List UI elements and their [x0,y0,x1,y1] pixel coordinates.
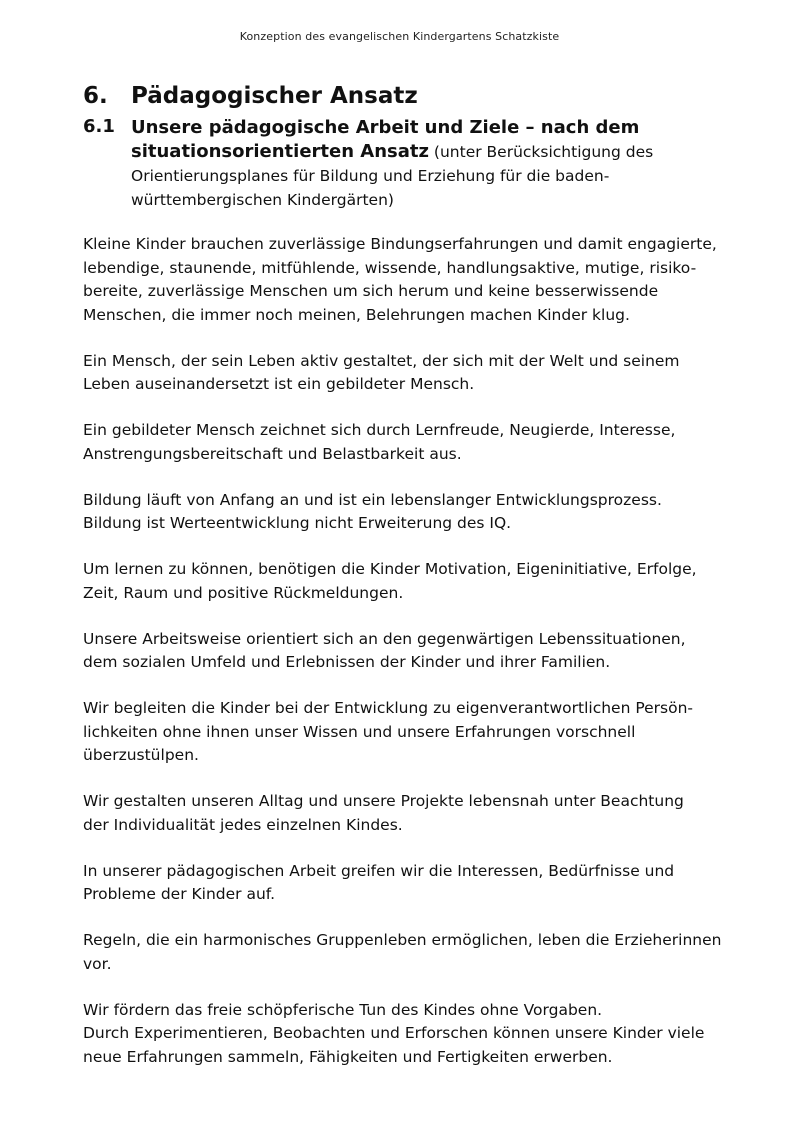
paragraph [83,860,733,907]
subsection-title-note: (unter Berücksichtigung des [429,143,654,161]
paragraph-line: Leben auseinandersetzt ist ein gebildeter Mensch. [83,375,475,393]
subsection-title-note: württembergischen Kindergärten) [131,191,394,209]
body-text [83,233,733,1092]
paragraph [83,697,733,768]
subsection-number: 6.1 [83,116,115,137]
paragraph [83,790,733,837]
paragraph [83,233,733,327]
running-header: Konzeption des evangelischen Kindergartens Schatzkiste [239,30,560,43]
paragraph-line: Menschen, die immer noch meinen, Belehrungen machen Kinder klug. [83,305,630,324]
paragraph-line: In unserer pädagogischen Arbeit greifen wir die Interessen, Bedürfnisse und [83,861,675,880]
subsection-title-line [131,140,731,164]
paragraph [83,489,733,536]
paragraph [83,558,733,605]
paragraph-line: bereite, zuverlässige Menschen um sich herum und keine besserwissende [83,282,659,300]
paragraph-line: Um lernen zu können, benötigen die Kinder Motivation, Eigeninitiative, Erfolge, [83,560,697,578]
paragraph-line: Unsere Arbeitsweise orientiert sich an den gegenwärtigen Lebenssituationen, [83,629,686,648]
paragraph-line: Bildung ist Werteentwicklung nicht Erweiterung des IQ. [83,514,512,532]
paragraph-line: Regeln, die ein harmonisches Gruppenleben ermöglichen, leben die Erzieherinnen [83,931,722,949]
paragraph [83,929,733,976]
subsection-title-bold: situationsorientierten Ansatz [131,141,429,162]
paragraph-line: Wir gestalten unseren Alltag und unsere Projekte lebensnah unter Beachtung [83,792,684,810]
subsection-title-note: Orientierungsplanes für Bildung und Erziehung für die baden- [131,167,610,185]
paragraph-line: Probleme der Kinder auf. [83,885,276,903]
paragraph-line: Zeit, Raum und positive Rückmeldungen. [83,583,404,602]
paragraph-line: neue Erfahrungen sammeln, Fähigkeiten und Fertigkeiten erwerben. [83,1047,613,1066]
paragraph-line: Wir fördern das freie schöpferische Tun des Kindes ohne Vorgaben. [83,1000,603,1019]
paragraph-line: vor. [83,954,112,973]
paragraph-line: Bildung läuft von Anfang an und ist ein lebenslanger Entwicklungsprozess. [83,490,662,509]
subsection-title [131,116,731,212]
paragraph-line: dem sozialen Umfeld und Erlebnissen der Kinder und ihrer Familien. [83,653,611,671]
section-number: 6. [83,83,108,109]
paragraph [83,419,733,466]
paragraph-line: Anstrengungsbereitschaft und Belastbarkeit aus. [83,444,462,463]
paragraph-line: lebendige, staunende, mitfühlende, wissende, handlungsaktive, mutige, risiko- [83,258,697,277]
paragraph [83,999,733,1070]
paragraph-line: der Individualität jedes einzelnen Kindes. [83,815,403,834]
paragraph [83,628,733,675]
paragraph-line: überzustülpen. [83,746,199,764]
section-title: Pädagogischer Ansatz [131,83,418,109]
subsection-title-line: Unsere pädagogische Arbeit und Ziele – nach dem [131,117,640,138]
paragraph-line: Ein gebildeter Mensch zeichnet sich durch Lernfreude, Neugierde, Interesse, [83,421,676,439]
paragraph-line: Wir begleiten die Kinder bei der Entwicklung zu eigenverantwortlichen Persön- [83,699,694,717]
paragraph-line: Kleine Kinder brauchen zuverlässige Bindungserfahrungen und damit engagierte, [83,235,717,253]
paragraph-line: lichkeiten ohne ihnen unser Wissen und unsere Erfahrungen vorschnell [83,722,636,741]
paragraph-line: Ein Mensch, der sein Leben aktiv gestaltet, der sich mit der Welt und seinem [83,351,680,370]
section-heading [83,83,418,109]
paragraph-line: Durch Experimentieren, Beobachten und Erforschen können unsere Kinder viele [83,1024,705,1042]
paragraph [83,350,733,397]
